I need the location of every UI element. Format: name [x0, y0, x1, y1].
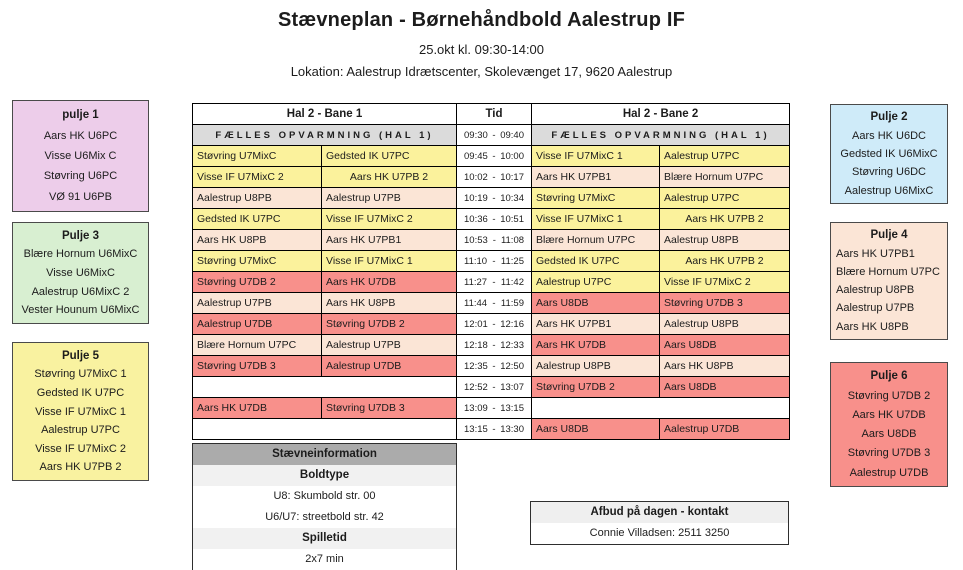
match-team: Støvring U7DB 2 — [322, 314, 457, 335]
match-team: Aalestrup U7PC — [532, 272, 660, 293]
team-name: Aalestrup U7PC — [41, 424, 120, 437]
match-team: Aars HK U7PB 2 — [322, 167, 457, 188]
time-dash: - — [492, 255, 496, 267]
team-name: Aalestrup U7DB — [849, 466, 929, 479]
team-name: Støvring U7DB 3 — [847, 447, 931, 460]
info-section-value: U6/U7: streetbold str. 42 — [193, 507, 456, 528]
match-team: Aalestrup U7PB — [322, 188, 457, 209]
warmup-cell-bane2: FÆLLES OPVARMNING (HAL 1) — [532, 125, 790, 146]
schedule-row — [193, 377, 790, 398]
schedule-header-row — [193, 104, 790, 125]
match-team: Aars HK U7PB1 — [532, 314, 660, 335]
match-team: Aars U8DB — [660, 335, 790, 356]
match-team: Støvring U7DB 3 — [322, 398, 457, 419]
time-start: 13:09 — [464, 402, 488, 414]
match-team: Støvring U7DB 2 — [193, 272, 322, 293]
pulje-4-title: Pulje 4 — [870, 229, 908, 242]
column-header-tid: Tid — [457, 104, 532, 125]
team-name: Aars HK U6DC — [852, 129, 926, 142]
time-end: 11:25 — [500, 255, 524, 267]
tournament-info-title: Stævneinformation — [193, 444, 456, 465]
time-end: 13:15 — [500, 402, 524, 414]
schedule-row — [193, 167, 790, 188]
match-team: Aars HK U7PB 2 — [660, 251, 790, 272]
pulje-5-box — [12, 342, 149, 481]
match-team: Støvring U7DB 3 — [193, 356, 322, 377]
match-team: Aars HK U8PB — [660, 356, 790, 377]
team-name: Visse IF U7MixC 1 — [35, 405, 126, 418]
time-dash: - — [492, 318, 496, 330]
schedule — [192, 103, 790, 440]
pulje-6-box — [830, 362, 948, 487]
time-start: 12:01 — [464, 318, 488, 330]
time-start: 13:15 — [464, 423, 488, 435]
time-slot — [457, 398, 532, 419]
time-start: 09:30 — [464, 129, 488, 141]
team-name: Støvring U7MixC 1 — [34, 368, 127, 381]
time-dash: - — [492, 297, 496, 309]
page-title: Stævneplan - Børnehåndbold Aalestrup IF — [277, 9, 686, 31]
time-start: 10:36 — [464, 213, 488, 225]
match-team: Støvring U7DB 2 — [532, 377, 660, 398]
time-slot — [457, 419, 532, 440]
match-team: Aalestrup U8PB — [660, 230, 790, 251]
team-name: Aalestrup U6MixC — [844, 184, 934, 197]
match-team: Blære Hornum U7PC — [532, 230, 660, 251]
schedule-row — [193, 272, 790, 293]
empty-match-cell — [193, 377, 457, 398]
time-end: 12:16 — [500, 318, 524, 330]
tournament-info-sections — [193, 465, 456, 570]
event-datetime: 25.okt kl. 09:30-14:00 — [418, 42, 545, 57]
time-start: 12:35 — [464, 360, 488, 372]
time-start: 10:02 — [464, 171, 488, 183]
time-dash: - — [492, 381, 496, 393]
schedule-row — [193, 335, 790, 356]
pulje-1-title: pulje 1 — [62, 109, 99, 122]
time-dash: - — [492, 192, 496, 204]
match-team: Støvring U7MixC — [532, 188, 660, 209]
team-name: Støvring U7DB 2 — [847, 389, 931, 402]
match-team: Støvring U7MixC — [193, 146, 322, 167]
schedule-row — [193, 209, 790, 230]
team-name: Visse IF U7MixC 2 — [35, 442, 126, 455]
time-end: 13:30 — [500, 423, 524, 435]
warmup-time-slot — [457, 125, 532, 146]
team-name: Visse U6MixC — [46, 266, 115, 279]
team-name: Støvring U6DC — [852, 166, 926, 179]
time-slot — [457, 146, 532, 167]
warmup-cell-bane1: FÆLLES OPVARMNING (HAL 1) — [193, 125, 457, 146]
match-team: Visse IF U7MixC 1 — [322, 251, 457, 272]
time-dash: - — [492, 360, 496, 372]
column-header-bane2: Hal 2 - Bane 2 — [532, 104, 790, 125]
time-dash: - — [492, 150, 496, 162]
match-team: Aars HK U7PB 2 — [660, 209, 790, 230]
pulje-3-title: Pulje 3 — [61, 229, 100, 242]
time-slot — [457, 272, 532, 293]
match-team: Aalestrup U7PB — [193, 293, 322, 314]
team-name: Gedsted IK U6MixC — [840, 147, 938, 160]
match-team: Blære Hornum U7PC — [193, 335, 322, 356]
match-team: Gedsted IK U7PC — [532, 251, 660, 272]
time-slot — [457, 230, 532, 251]
time-end: 10:00 — [500, 150, 524, 162]
time-slot — [457, 377, 532, 398]
time-end: 09:40 — [500, 129, 524, 141]
match-team: Gedsted IK U7PC — [193, 209, 322, 230]
team-name: Aars HK U7DB — [852, 408, 926, 421]
time-end: 10:51 — [500, 213, 524, 225]
schedule-row — [193, 146, 790, 167]
match-team: Aalestrup U7PC — [660, 188, 790, 209]
team-name: Vester Hounum U6MixC — [21, 304, 140, 317]
column-header-bane1: Hal 2 - Bane 1 — [193, 104, 457, 125]
time-end: 11:59 — [500, 297, 524, 309]
match-team: Aars U8DB — [660, 377, 790, 398]
match-team: Aalestrup U8PB — [532, 356, 660, 377]
schedule-row — [193, 251, 790, 272]
time-start: 12:18 — [464, 339, 488, 351]
match-team: Aalestrup U7DB — [660, 419, 790, 440]
team-name: Visse U6Mix C — [44, 149, 117, 162]
match-team: Visse IF U7MixC 2 — [322, 209, 457, 230]
time-end: 12:33 — [500, 339, 524, 351]
schedule-row — [193, 230, 790, 251]
time-end: 11:42 — [500, 276, 524, 288]
match-team: Aars HK U7PB1 — [532, 167, 660, 188]
info-section-value: 2x7 min — [193, 549, 456, 570]
time-end: 10:34 — [500, 192, 524, 204]
pulje-3-box — [12, 222, 149, 324]
match-team: Aalestrup U7PB — [322, 335, 457, 356]
match-team: Aars HK U8PB — [193, 230, 322, 251]
time-start: 10:19 — [464, 192, 488, 204]
time-end: 11:08 — [500, 234, 525, 246]
time-slot — [457, 167, 532, 188]
time-dash: - — [492, 339, 496, 351]
match-team: Aars U8DB — [532, 419, 660, 440]
info-section-label: Spilletid — [193, 528, 456, 549]
time-end: 12:50 — [500, 360, 524, 372]
match-team: Visse IF U7MixC 1 — [532, 209, 660, 230]
time-slot — [457, 356, 532, 377]
team-name: Blære Hornum U7PC — [836, 265, 940, 278]
contact-person: Connie Villadsen: 2511 3250 — [531, 523, 788, 544]
team-name: Aalestrup U8PB — [836, 284, 915, 297]
schedule-row — [193, 293, 790, 314]
time-slot — [457, 335, 532, 356]
match-team: Aalestrup U7PC — [660, 146, 790, 167]
team-name: Blære Hornum U6MixC — [23, 248, 138, 261]
schedule-row — [193, 188, 790, 209]
team-name: Aalestrup U7PB — [836, 302, 915, 315]
time-slot — [457, 209, 532, 230]
team-name: Aars HK U8PB — [836, 320, 909, 333]
pulje-1-box — [12, 100, 149, 212]
warmup-row — [193, 125, 790, 146]
event-location: Lokation: Aalestrup Idrætscenter, Skolevænget 17, 9620 Aalestrup — [290, 64, 673, 79]
team-name: Aalestrup U6MixC 2 — [31, 285, 130, 298]
match-team: Støvring U7DB 3 — [660, 293, 790, 314]
time-dash: - — [492, 129, 496, 141]
match-team: Aars HK U7PB1 — [322, 230, 457, 251]
contact-box — [530, 501, 789, 545]
time-start: 11:44 — [464, 297, 488, 309]
schedule-row — [193, 356, 790, 377]
schedule-row — [193, 398, 790, 419]
match-team: Aars HK U8PB — [322, 293, 457, 314]
empty-match-cell — [532, 398, 790, 419]
time-dash: - — [492, 234, 496, 246]
time-slot — [457, 314, 532, 335]
info-section-label: Boldtype — [193, 465, 456, 486]
pulje-4-box — [830, 222, 948, 340]
team-name: Gedsted IK U7PC — [36, 386, 125, 399]
match-team: Støvring U7MixC — [193, 251, 322, 272]
match-team: Visse IF U7MixC 2 — [660, 272, 790, 293]
match-team: Aalestrup U7DB — [322, 356, 457, 377]
pulje-2-box — [830, 104, 948, 204]
schedule-row — [193, 419, 790, 440]
match-team: Aars HK U7DB — [322, 272, 457, 293]
info-section-value: U8: Skumbold str. 00 — [193, 486, 456, 507]
schedule-table — [192, 103, 790, 440]
schedule-row — [193, 314, 790, 335]
match-team: Aars HK U7DB — [532, 335, 660, 356]
match-team: Gedsted IK U7PC — [322, 146, 457, 167]
match-team: Visse IF U7MixC 1 — [532, 146, 660, 167]
match-team: Aalestrup U8PB — [660, 314, 790, 335]
time-dash: - — [492, 171, 496, 183]
time-start: 12:52 — [464, 381, 488, 393]
time-slot — [457, 293, 532, 314]
team-name: Aars U8DB — [861, 428, 917, 441]
time-end: 10:17 — [500, 171, 524, 183]
time-start: 09:45 — [464, 150, 488, 162]
pulje-2-title: Pulje 2 — [870, 111, 908, 124]
time-dash: - — [492, 402, 496, 414]
match-team: Blære Hornum U7PC — [660, 167, 790, 188]
match-team: Aalestrup U8PB — [193, 188, 322, 209]
contact-box-title: Afbud på dagen - kontakt — [531, 502, 788, 523]
empty-match-cell — [193, 419, 457, 440]
time-end: 13:07 — [500, 381, 524, 393]
match-team: Aars HK U7DB — [193, 398, 322, 419]
team-name: Støvring U6PC — [43, 170, 118, 183]
time-dash: - — [492, 213, 496, 225]
team-name: VØ 91 U6PB — [49, 190, 112, 203]
team-name: Aars HK U6PC — [43, 129, 118, 142]
match-team: Aars U8DB — [532, 293, 660, 314]
pulje-6-title: Pulje 6 — [870, 370, 908, 383]
time-dash: - — [492, 276, 496, 288]
time-start: 11:27 — [464, 276, 488, 288]
match-team: Aalestrup U7DB — [193, 314, 322, 335]
tournament-info-box — [192, 443, 457, 570]
time-dash: - — [492, 423, 496, 435]
time-slot — [457, 188, 532, 209]
time-slot — [457, 251, 532, 272]
time-start: 10:53 — [464, 234, 488, 246]
pulje-5-title: Pulje 5 — [61, 349, 100, 362]
team-name: Aars HK U7PB 2 — [39, 461, 122, 474]
match-team: Visse IF U7MixC 2 — [193, 167, 322, 188]
time-start: 11:10 — [464, 255, 488, 267]
team-name: Aars HK U7PB1 — [836, 247, 915, 260]
